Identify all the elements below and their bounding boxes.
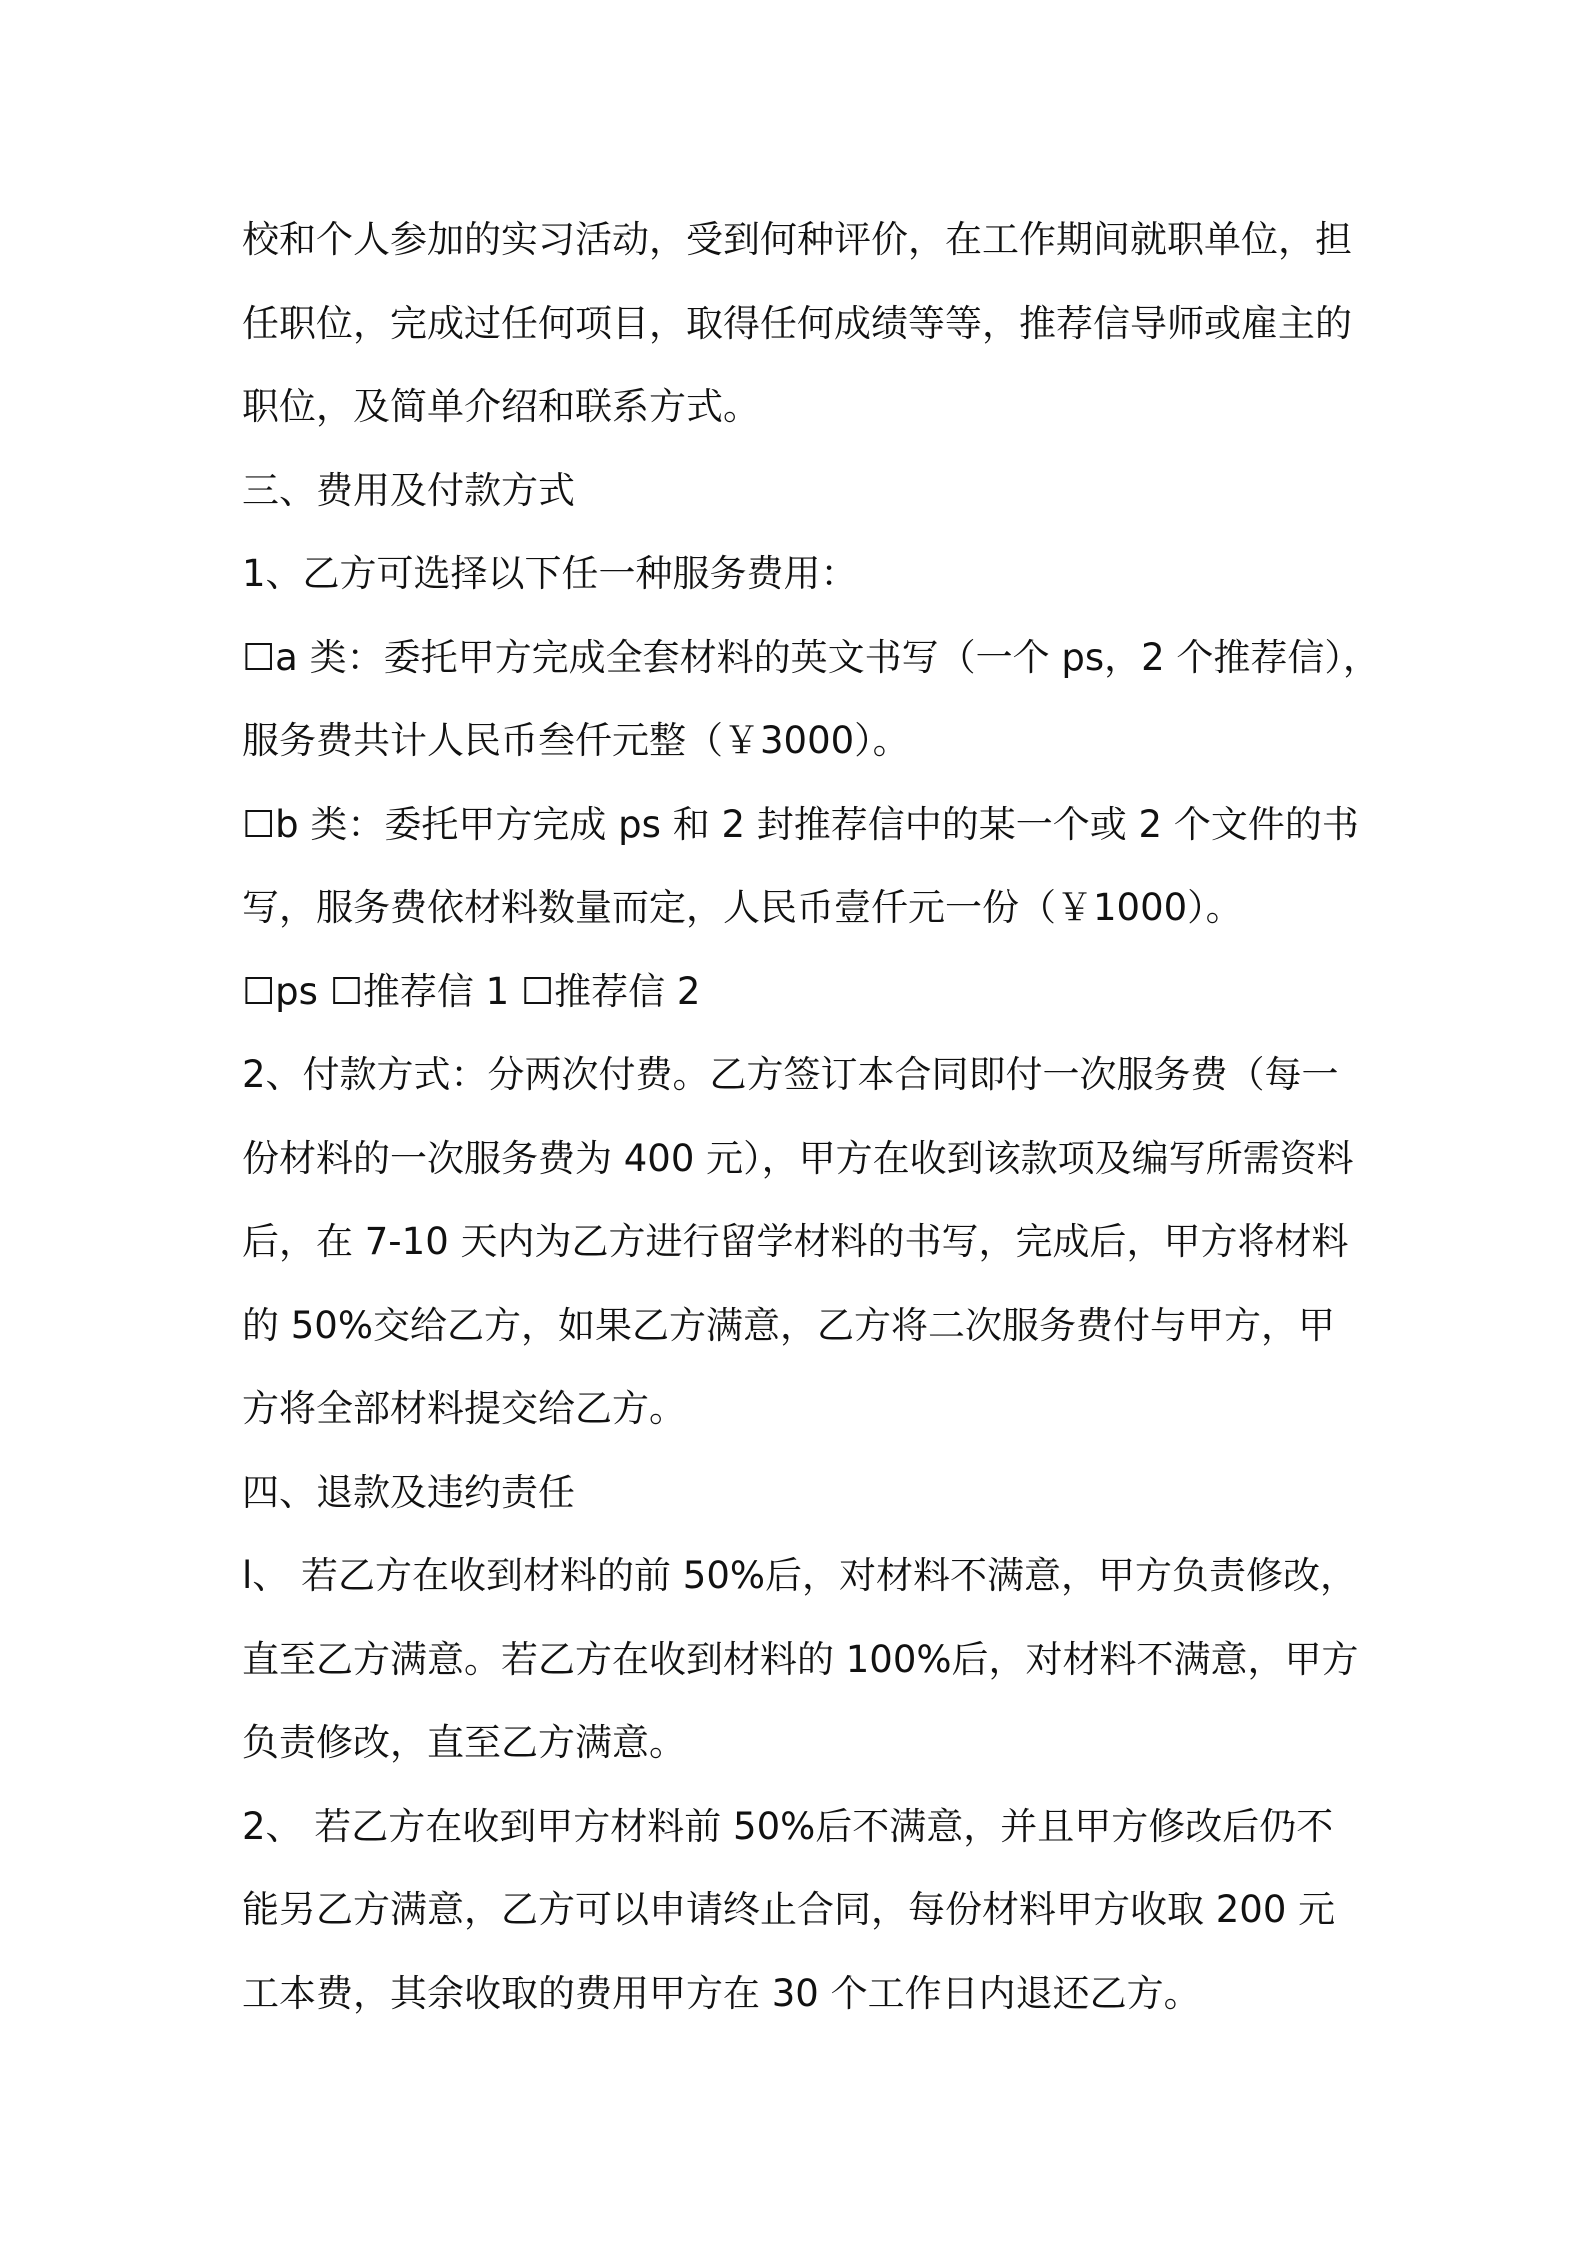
text-line: 负责修改，直至乙方满意。	[242, 1721, 686, 1764]
text-line: 2、付款方式：分两次付费。乙方签订本合同即付一次服务费（每一	[242, 1053, 1339, 1096]
section-heading: 三、费用及付款方式	[242, 468, 575, 512]
text-line: 直至乙方满意。若乙方在收到材料的 100%后，对材料不满意，甲方	[242, 1637, 1359, 1681]
text-line: 服务费共计人民币叁仟元整（￥3000）。	[242, 719, 910, 762]
option-line: ☐ps ☐推荐信 1 ☐推荐信 2	[242, 969, 701, 1013]
text-line: 职位，及简单介绍和联系方式。	[242, 385, 760, 428]
text-line: 写，服务费依材料数量而定，人民币壹仟元一份（￥1000）。	[242, 886, 1243, 929]
option-line: ☐b 类：委托甲方完成 ps 和 2 封推荐信中的某一个或 2 个文件的书	[242, 802, 1359, 846]
text-line: 的 50%交给乙方，如果乙方满意，乙方将二次服务费付与甲方，甲	[242, 1303, 1335, 1347]
section-heading: 四、退款及违约责任	[242, 1470, 575, 1514]
text-line: 校和个人参加的实习活动，受到何种评价，在工作期间就职单位，担	[242, 218, 1352, 261]
text-line: 任职位，完成过任何项目，取得任何成绩等等，推荐信导师或雇主的	[242, 301, 1352, 345]
text-line: 2、 若乙方在收到甲方材料前 50%后不满意，并且甲方修改后仍不	[242, 1804, 1334, 1848]
option-line: ☐a 类：委托甲方完成全套材料的英文书写（一个 ps，2 个推荐信），	[242, 635, 1380, 679]
text-line: 工本费，其余收取的费用甲方在 30 个工作日内退还乙方。	[242, 1971, 1201, 2015]
text-line: 份材料的一次服务费为 400 元），甲方在收到该款项及编写所需资料	[242, 1136, 1354, 1180]
document-body	[242, 198, 1380, 2035]
text-line: l、 若乙方在收到材料的前 50%后，对材料不满意，甲方负责修改，	[242, 1554, 1358, 1597]
text-line: 能另乙方满意，乙方可以申请终止合同，每份材料甲方收取 200 元	[242, 1888, 1336, 1931]
text-line: 后，在 7-10 天内为乙方进行留学材料的书写，完成后，甲方将材料	[242, 1220, 1349, 1263]
text-line: 方将全部材料提交给乙方。	[242, 1387, 686, 1430]
text-line: 1、乙方可选择以下任一种服务费用：	[242, 552, 858, 595]
